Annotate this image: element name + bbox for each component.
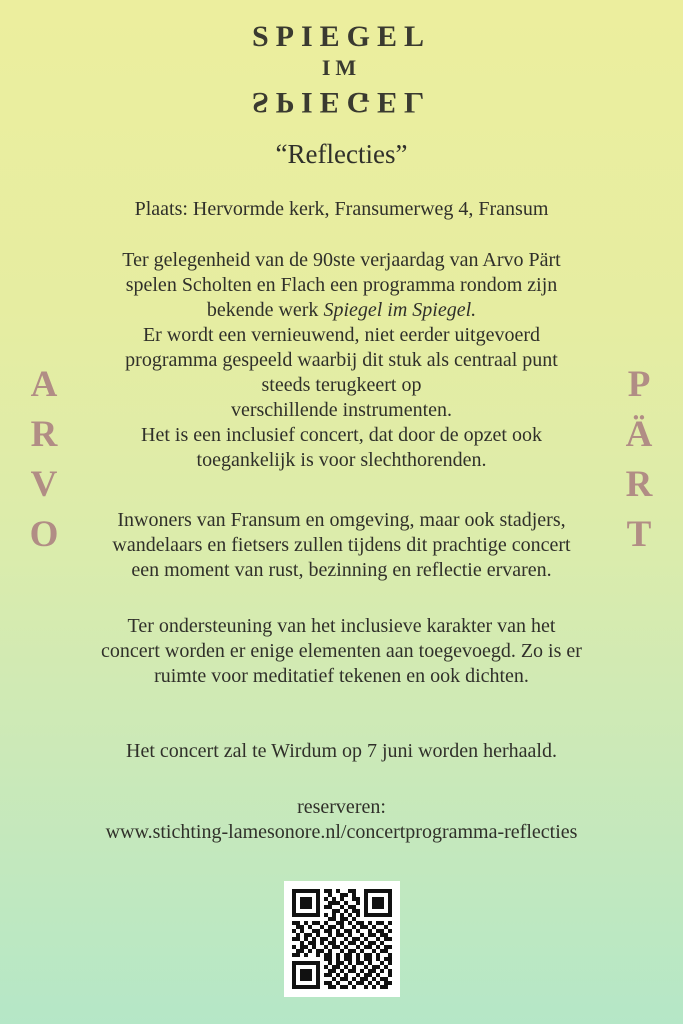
location-line: Plaats: Hervormde kerk, Fransumerweg 4, Fransum: [134, 198, 549, 220]
vertical-letter: O: [29, 514, 59, 555]
text-line: programma gespeeld waarbij dit stuk als centraal punt: [125, 349, 558, 371]
vertical-letter: R: [30, 414, 58, 455]
paragraph-programme: [55, 248, 628, 473]
vertical-letter: R: [625, 464, 653, 505]
text-line: bekende werk Spiegel im Spiegel.: [206, 299, 477, 321]
text-line: Het is een inclusief concert, dat door de opzet ook: [141, 424, 542, 446]
vertical-letter: A: [30, 364, 58, 405]
text-line: spelen Scholten en Flach een programma rondom zijn: [125, 274, 558, 296]
title-line-spiegel: SPIEGEL: [251, 20, 432, 53]
text-line: Ter ondersteuning van het inclusieve karakter van het: [127, 615, 556, 637]
vertical-letter: Ä: [625, 414, 653, 455]
vertical-letter: T: [626, 514, 652, 555]
text-line: concert worden er enige elementen aan toegevoegd. Zo is er: [101, 640, 582, 662]
text-line: Inwoners van Fransum en omgeving, maar ook stadjers,: [117, 509, 566, 531]
text-line: steeds terugkeert op: [261, 374, 422, 396]
text-line: wandelaars en fietsers zullen tijdens dit prachtige concert: [112, 534, 571, 556]
text-line: toegankelijk is voor slechthorenden.: [196, 449, 487, 471]
paragraph-inclusive: [55, 614, 628, 689]
reservation-label: reserveren:: [297, 796, 386, 818]
text-line: een moment van rust, bezinning en reflectie ervaren.: [131, 559, 552, 581]
text-line: Ter gelegenheid van de 90ste verjaardag van Arvo Pärt: [122, 249, 561, 271]
qr-code: [284, 881, 400, 997]
subtitle-reflecties: “Reflecties”: [275, 139, 408, 169]
text-line: ruimte voor meditatief tekenen en ook dichten.: [154, 665, 529, 687]
repeat-notice: Het concert zal te Wirdum op 7 juni worden herhaald.: [126, 740, 557, 762]
text-line: verschillende instrumenten.: [230, 399, 453, 421]
vertical-letter: V: [30, 464, 58, 505]
text-line: Er wordt een vernieuwend, niet eerder uitgevoerd: [142, 324, 541, 346]
title-line-im: IM: [321, 55, 362, 80]
poster-title: [0, 20, 683, 119]
paragraph-audience: [55, 508, 628, 583]
title-line-spiegel-mirrored: SPIEGEL: [251, 86, 432, 119]
vertical-letter: P: [627, 364, 651, 405]
reservation-url: www.stichting-lamesonore.nl/concertprogramma-reflecties: [105, 821, 578, 843]
